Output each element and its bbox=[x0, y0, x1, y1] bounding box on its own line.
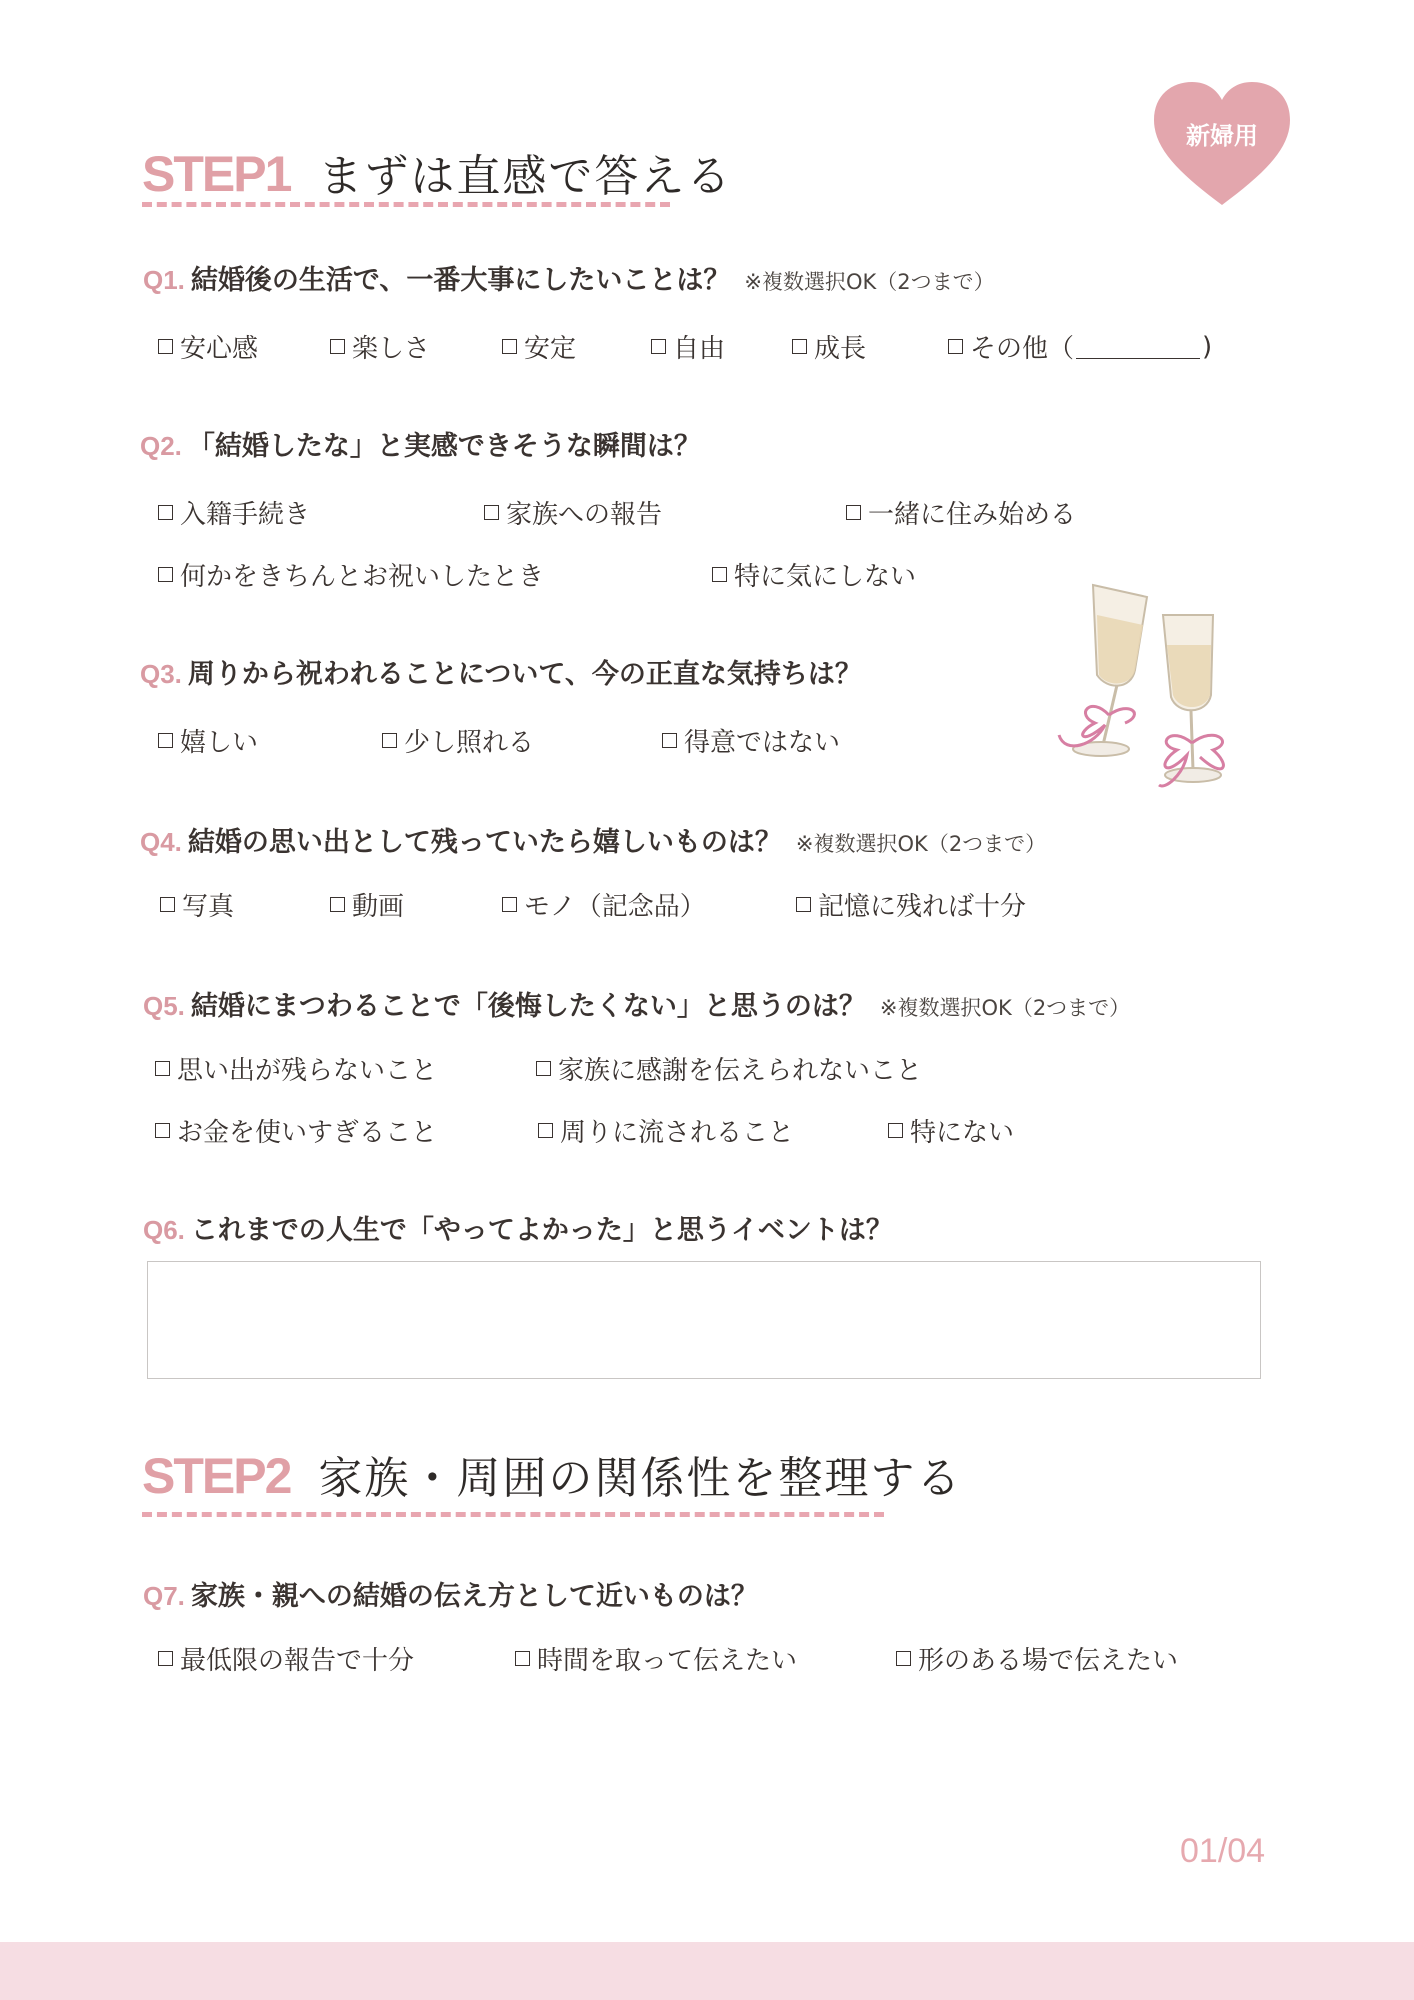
q3-option-2[interactable] bbox=[382, 722, 534, 759]
glass-right bbox=[1159, 615, 1223, 786]
q2-option-1[interactable] bbox=[158, 494, 310, 531]
option-label: 少し照れる bbox=[404, 728, 535, 758]
option-label: 動画 bbox=[352, 892, 405, 922]
q3-option-3[interactable] bbox=[662, 722, 840, 759]
checkbox[interactable] bbox=[538, 1123, 553, 1138]
q3-text: 周りから祝われることについて、今の正直な気持ちは？ bbox=[187, 659, 862, 690]
checkbox[interactable] bbox=[896, 1651, 911, 1666]
step1-label: STEP1 bbox=[142, 146, 291, 202]
q4-title bbox=[140, 820, 1046, 859]
option-label: 記憶に残れば十分 bbox=[818, 892, 1027, 922]
glass-left bbox=[1059, 585, 1147, 756]
q6-number: Q6. bbox=[143, 1215, 185, 1245]
q5-title bbox=[143, 984, 1130, 1023]
q1-option-4[interactable] bbox=[651, 328, 725, 365]
q1-number: Q1. bbox=[143, 265, 185, 295]
q5-text: 結婚にまつわることで「後悔したくない」と思うのは？ bbox=[190, 991, 866, 1022]
checkbox[interactable] bbox=[846, 505, 861, 520]
q1-option-2[interactable] bbox=[330, 328, 430, 365]
q1-option-5[interactable] bbox=[792, 328, 866, 365]
checkbox[interactable] bbox=[158, 1651, 173, 1666]
q1-option-3[interactable] bbox=[502, 328, 576, 365]
q1-text: 結婚後の生活で、一番大事にしたいことは？ bbox=[190, 265, 731, 296]
checkbox[interactable] bbox=[155, 1061, 170, 1076]
q4-option-1[interactable] bbox=[160, 886, 234, 923]
q7-option-3[interactable] bbox=[896, 1640, 1178, 1677]
option-label: 入籍手続き bbox=[180, 500, 311, 530]
checkbox[interactable] bbox=[536, 1061, 551, 1076]
step2-title: 家族・周囲の関係性を整理する bbox=[318, 1453, 963, 1504]
option-label: 一緒に住み始める bbox=[868, 500, 1077, 530]
checkbox[interactable] bbox=[382, 733, 397, 748]
checkbox[interactable] bbox=[158, 505, 173, 520]
option-label: 特に気にしない bbox=[734, 562, 917, 592]
q7-number: Q7. bbox=[143, 1581, 185, 1611]
checkbox[interactable] bbox=[515, 1651, 530, 1666]
q6-title bbox=[143, 1208, 893, 1247]
checkbox[interactable] bbox=[502, 897, 517, 912]
q2-text: 「結婚したな」と実感できそうな瞬間は？ bbox=[187, 431, 701, 462]
option-label: 成長 bbox=[814, 334, 867, 364]
option-label: モノ（記念品） bbox=[524, 892, 706, 922]
option-label: 自由 bbox=[673, 334, 726, 364]
option-label: 安心感 bbox=[180, 334, 259, 364]
q1-title bbox=[143, 258, 995, 297]
checkbox[interactable] bbox=[948, 339, 963, 354]
option-label: 時間を取って伝えたい bbox=[537, 1646, 798, 1676]
option-label: 思い出が残らないこと bbox=[177, 1056, 438, 1086]
checkbox[interactable] bbox=[330, 339, 345, 354]
q4-option-2[interactable] bbox=[330, 886, 404, 923]
page-number: 01/04 bbox=[1180, 1832, 1266, 1870]
step1-heading bbox=[142, 140, 732, 204]
q2-option-5[interactable] bbox=[712, 556, 916, 593]
checkbox[interactable] bbox=[712, 567, 727, 582]
q3-number: Q3. bbox=[140, 659, 182, 689]
q7-text: 家族・親への結婚の伝え方として近いものは？ bbox=[190, 1581, 758, 1612]
checkbox[interactable] bbox=[651, 339, 666, 354]
q2-number: Q2. bbox=[140, 431, 182, 461]
q2-option-3[interactable] bbox=[846, 494, 1076, 531]
option-label: 安定 bbox=[524, 334, 577, 364]
q4-text: 結婚の思い出として残っていたら嬉しいものは？ bbox=[187, 827, 782, 858]
q1-note: ※複数選択OK（2つまで） bbox=[744, 270, 995, 294]
q7-title bbox=[143, 1574, 758, 1613]
step2-label: STEP2 bbox=[142, 1448, 291, 1504]
other-blank-line[interactable] bbox=[1076, 334, 1200, 359]
q6-text: これまでの人生で「やってよかった」と思うイベントは？ bbox=[190, 1215, 893, 1246]
badge-label: 新婦用 bbox=[1186, 122, 1258, 150]
q2-option-4[interactable] bbox=[158, 556, 544, 593]
q5-option-4[interactable] bbox=[538, 1112, 794, 1149]
step1-title: まずは直感で答える bbox=[318, 151, 733, 202]
checkbox[interactable] bbox=[792, 339, 807, 354]
option-label: 最低限の報告で十分 bbox=[180, 1646, 415, 1676]
q5-number: Q5. bbox=[143, 991, 185, 1021]
q1-option-other[interactable] bbox=[948, 328, 1212, 365]
checkbox[interactable] bbox=[484, 505, 499, 520]
q5-option-5[interactable] bbox=[888, 1112, 1014, 1149]
step2-heading bbox=[142, 1442, 962, 1506]
q4-note: ※複数選択OK（2つまで） bbox=[795, 832, 1047, 856]
q5-note: ※複数選択OK（2つまで） bbox=[879, 996, 1131, 1020]
q5-option-2[interactable] bbox=[536, 1050, 922, 1087]
step1-underline bbox=[142, 202, 670, 207]
q4-option-3[interactable] bbox=[502, 886, 706, 923]
option-label: 特にない bbox=[910, 1118, 1015, 1148]
checkbox[interactable] bbox=[158, 567, 173, 582]
checkbox[interactable] bbox=[158, 733, 173, 748]
option-label: 家族に感謝を伝えられないこと bbox=[558, 1056, 923, 1086]
option-close-paren: ) bbox=[1202, 331, 1213, 362]
q5-option-1[interactable] bbox=[155, 1050, 437, 1087]
option-label: 家族への報告 bbox=[506, 500, 663, 530]
checkbox[interactable] bbox=[502, 339, 517, 354]
checkbox[interactable] bbox=[160, 897, 175, 912]
checkbox[interactable] bbox=[888, 1123, 903, 1138]
q2-option-2[interactable] bbox=[484, 494, 662, 531]
q6-answer-box[interactable] bbox=[147, 1261, 1261, 1379]
option-label: 周りに流されること bbox=[560, 1118, 795, 1148]
champagne-glasses-illustration bbox=[1035, 575, 1245, 800]
checkbox[interactable] bbox=[158, 339, 173, 354]
option-label: 嬉しい bbox=[180, 728, 259, 758]
q3-option-1[interactable] bbox=[158, 722, 258, 759]
option-label: お金を使いすぎること bbox=[177, 1118, 438, 1148]
checkbox[interactable] bbox=[796, 897, 811, 912]
option-label: 何かをきちんとお祝いしたとき bbox=[180, 562, 545, 592]
q1-option-1[interactable] bbox=[158, 328, 258, 365]
heart-badge bbox=[1152, 80, 1292, 210]
q7-option-1[interactable] bbox=[158, 1640, 414, 1677]
footer-band bbox=[0, 1942, 1414, 2000]
q5-option-3[interactable] bbox=[155, 1112, 437, 1149]
checkbox[interactable] bbox=[662, 733, 677, 748]
step2-underline bbox=[142, 1512, 884, 1517]
q2-title bbox=[140, 424, 701, 463]
option-label: 得意ではない bbox=[684, 728, 841, 758]
q4-number: Q4. bbox=[140, 827, 182, 857]
option-label: 写真 bbox=[182, 892, 235, 922]
q3-title bbox=[140, 652, 862, 691]
q4-option-4[interactable] bbox=[796, 886, 1026, 923]
checkbox[interactable] bbox=[330, 897, 345, 912]
option-label: その他（ bbox=[970, 334, 1075, 364]
option-label: 楽しさ bbox=[352, 334, 431, 364]
option-label: 形のある場で伝えたい bbox=[918, 1646, 1179, 1676]
checkbox[interactable] bbox=[155, 1123, 170, 1138]
q7-option-2[interactable] bbox=[515, 1640, 797, 1677]
